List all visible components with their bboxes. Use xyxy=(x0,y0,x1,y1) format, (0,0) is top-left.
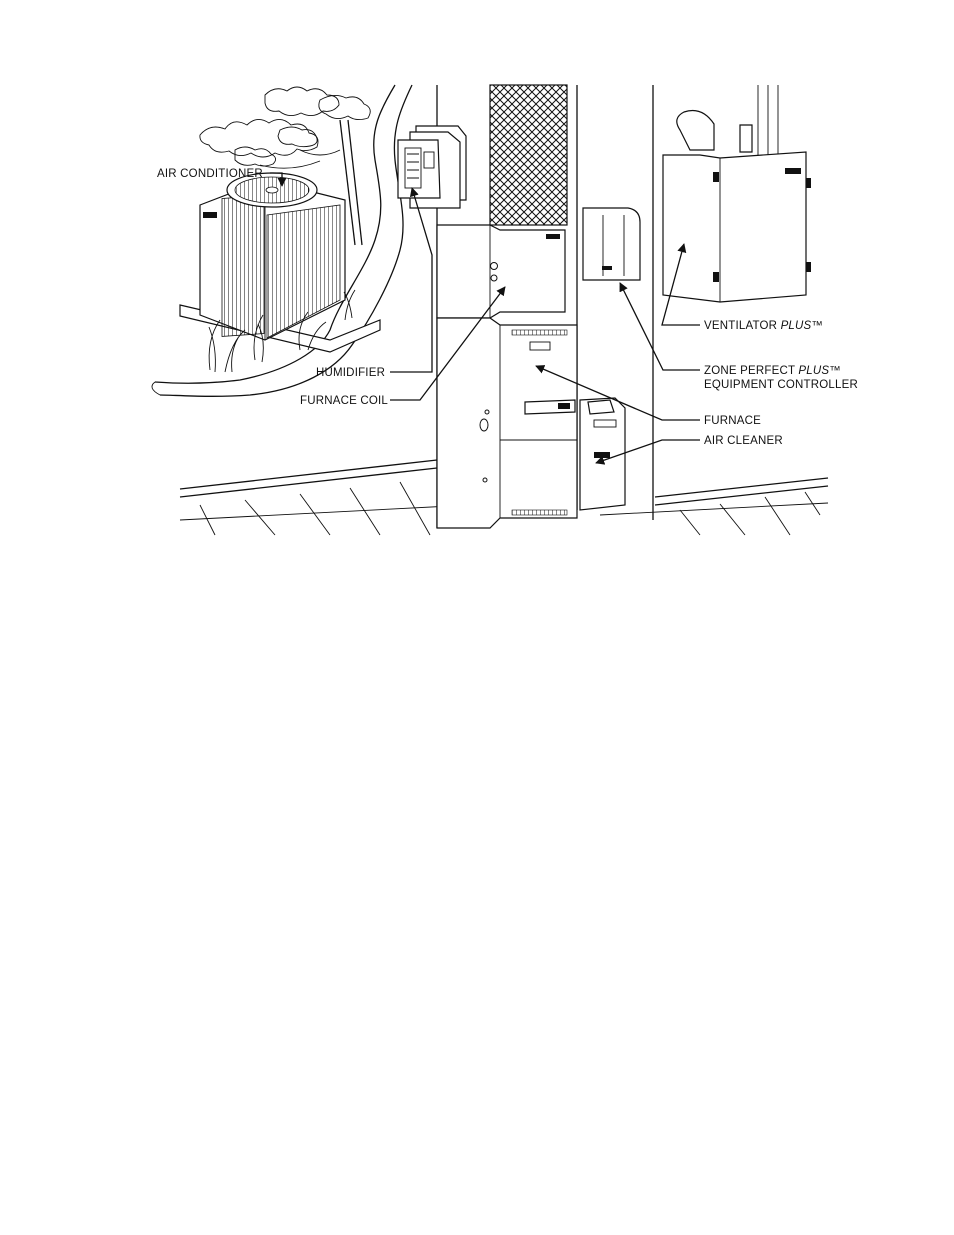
zone-plus-text: PLUS xyxy=(798,365,830,377)
label-air-cleaner: AIR CLEANER xyxy=(704,435,783,447)
humidifier-unit xyxy=(398,126,466,208)
ventilator-text: VENTILATOR xyxy=(704,320,778,332)
label-furnace: FURNACE xyxy=(704,415,761,427)
label-humidifier: HUMIDIFIER xyxy=(316,367,386,379)
furnace-coil-cabinet xyxy=(437,225,565,318)
label-equipment-controller: EQUIPMENT CONTROLLER xyxy=(704,379,858,391)
air-cleaner-unit xyxy=(580,398,625,510)
label-zone-perfect xyxy=(704,365,841,377)
label-air-conditioner: AIR CONDITIONER xyxy=(157,168,263,180)
label-ventilator xyxy=(704,320,823,332)
label-furnace-coil: FURNACE COIL xyxy=(300,395,389,407)
supply-duct xyxy=(490,85,567,225)
ventilator-plus-text: PLUS xyxy=(780,320,812,332)
zone-tm: ™ xyxy=(829,365,841,377)
zone-controller-unit xyxy=(583,208,640,280)
ventilator-tm: ™ xyxy=(811,320,824,332)
zone-text: ZONE PERFECT xyxy=(704,365,799,377)
ventilator-unit xyxy=(663,85,811,302)
